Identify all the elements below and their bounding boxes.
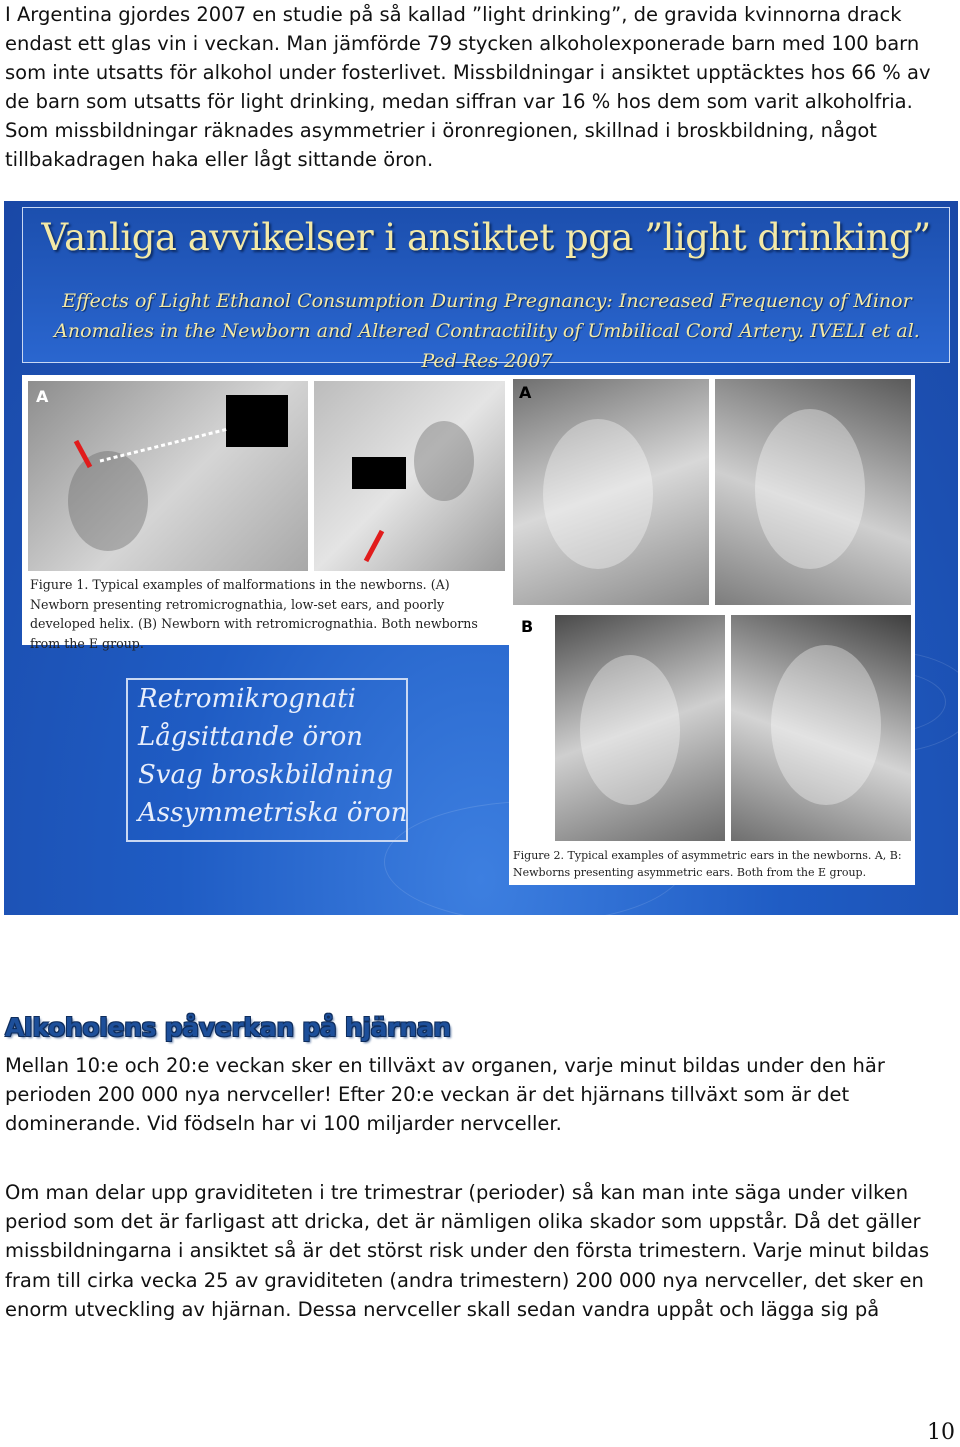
ear-photo (513, 379, 709, 605)
figure-2-caption: Figure 2. Typical examples of asymmetric ears in the newborns. A, B: Newborns presenting asymmetric ears. Both from the E group. (513, 849, 902, 879)
ear-shape (771, 645, 881, 805)
anomaly-list (126, 678, 408, 842)
anomaly-list-item: Assymmetriska öron (138, 798, 408, 828)
ear-shape (543, 419, 653, 569)
intro-paragraph: I Argentina gjordes 2007 en studie på så kallad ”light drinking”, de gravida kvinnorna drack endast ett glas vin i veckan. Man jämförde 79 stycken alkoholexponerade barn med 100 barn som inte utsatts för alkohol under fosterlivet. Missbildningar i ansiktet upptäcktes hos 66 % av de barn som utsatts för light drinking, medan siffran var 16 % hos dem som varit alkoholfria. Som missbildningar räknades asymmetrier i öronregionen, skillnad i broskbildning, något tillbakadragen haka eller lågt sittande öron. (5, 3, 931, 171)
section-paragraph-2: Om man delar upp graviditeten i tre trimestrar (perioder) så kan man inte säga under vilken period som det är farligast att dricka, det är nämligen olika skador som uppstår. Då det gäller missbildningarna i ansiktet så är det störst risk under den första trimestern. Varje minut bildas fram till cirka vecka 25 av graviditeten (andra trimestern) 200 000 nya nervceller, det sker en enorm utveckling av hjärnan. Dessa nervceller skall sedan vandra uppåt och lägga sig på (5, 1181, 930, 1321)
slide-title: Vanliga avvikelser i ansiktet pga ”light drinking” (41, 216, 931, 259)
section-heading: Alkoholens påverkan på hjärnan (5, 1013, 451, 1042)
presentation-slide-image (4, 201, 958, 915)
intro-text (5, 0, 955, 174)
newborn-photo-a (28, 381, 308, 571)
slide-subtitle: Effects of Light Ethanol Consumption During Pregnancy: Increased Frequency of Minor Anomalies in the Newborn and Altered Contractility of Umbilical Cord Artery. IVELI et al. Ped Res 2007 (54, 290, 920, 372)
figure-1-caption: Figure 1. Typical examples of malformations in the newborns. (A) Newborn presenting retromicrognathia, low-set ears, and poorly developed helix. (B) Newborn with retromicrognathia. Both newborns from the E group. (30, 577, 478, 651)
figure-2 (509, 375, 915, 885)
page-number: 10 (927, 1420, 955, 1445)
anomaly-list-item: Svag broskbildning (138, 760, 394, 790)
ear-shape (755, 409, 865, 569)
ear-photo (715, 379, 911, 605)
section-paragraph-1: Mellan 10:e och 20:e veckan sker en tillväxt av organen, varje minut bildas under den här perioden 200 000 nya nervceller! Efter 20:e veckan är det hjärnans tillväxt som är det dominerande. Vid födseln har vi 100 miljarder nervceller. (5, 1054, 885, 1136)
newborn-photo-b (314, 381, 505, 571)
anomaly-list-item: Retromikrognati (138, 684, 356, 714)
ear-photo (555, 615, 725, 841)
arrow-graphic (314, 381, 505, 571)
figure-2-label-b: B (521, 617, 534, 636)
figure-2-label-a: A (519, 383, 532, 402)
slide-header (22, 207, 950, 372)
ear-photo (731, 615, 911, 841)
anomaly-list-item: Lågsittande öron (138, 722, 363, 752)
ear-shape (580, 655, 680, 805)
measurement-line-graphic (28, 381, 308, 571)
figure-1 (22, 375, 511, 651)
photo-label-a: A (36, 387, 49, 406)
